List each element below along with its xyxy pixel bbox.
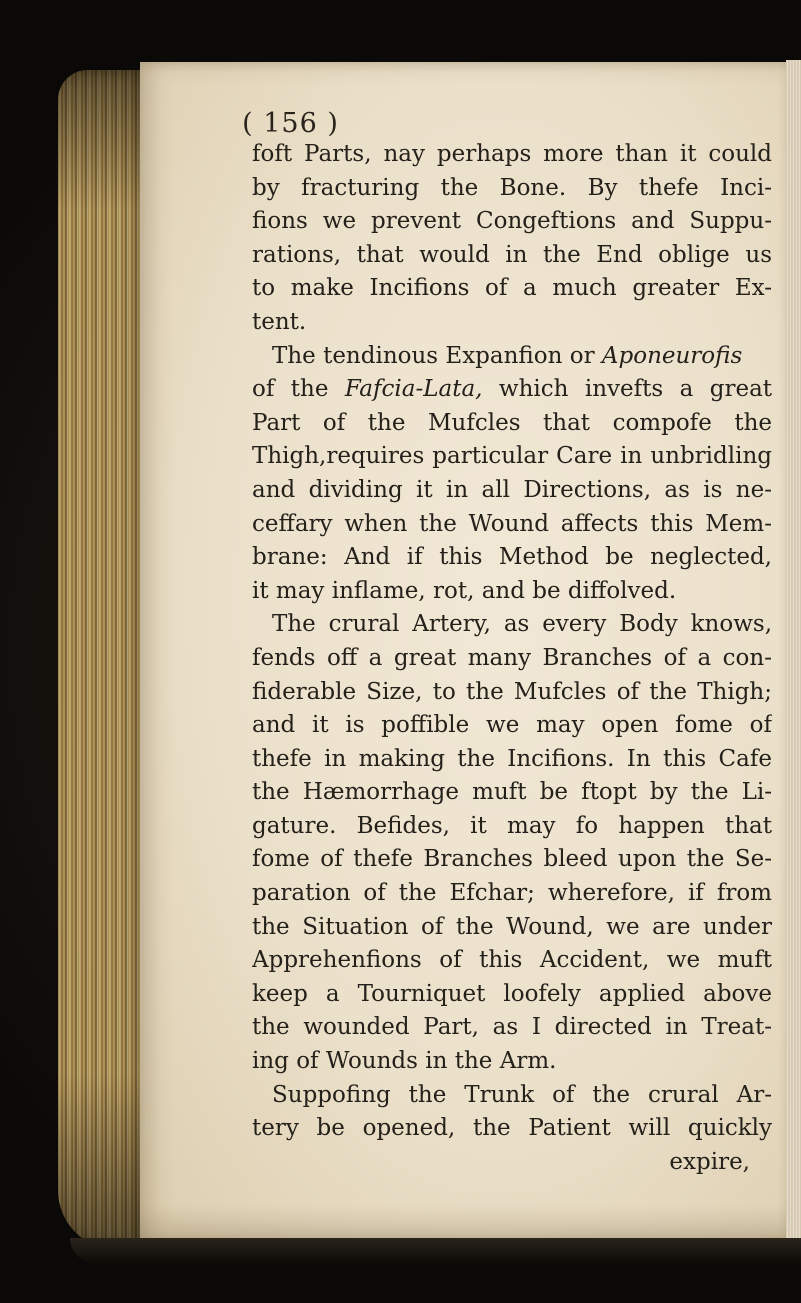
text-line: the Situation of the Wound, we are under <box>252 913 772 940</box>
text-line: tery be opened, the Patient will quickly <box>252 1115 772 1142</box>
text-line: Thigh,requires particular Care in unbridling <box>252 443 772 470</box>
text-line: ceffary when the Wound affects this Mem- <box>252 510 772 537</box>
text-line: fome of thefe Branches bleed upon the Se- <box>252 846 772 873</box>
page-number <box>0 108 801 139</box>
text-line: brane: And if this Method be neglected, <box>252 544 772 571</box>
page-number-text: ( 156 ) <box>242 108 339 139</box>
text-line: Suppofing the Trunk of the crural Ar- <box>272 1081 772 1108</box>
text-line: tent. <box>252 308 307 335</box>
text-line: by fracturing the Bone. By thefe Inci- <box>252 174 772 201</box>
text-line: rations, that would in the End oblige us <box>252 241 772 268</box>
text-fragment: The tendinous Expanfion or <box>272 342 595 369</box>
text-line: fiderable Size, to the Mufcles of the Thigh; <box>252 678 772 705</box>
text-line-mixed <box>252 340 772 374</box>
page-bottom-shadow <box>70 1238 801 1263</box>
italic-term-aponeurofis: Aponeurofis <box>601 342 743 369</box>
text-line: paration of the Efchar; wherefore, if from <box>252 880 772 907</box>
text-line: it may inflame, rot, and be diffolved. <box>252 577 677 604</box>
text-line: foft Parts, nay perhaps more than it could <box>252 141 772 167</box>
text-line: and dividing it in all Directions, as is ne- <box>252 476 772 503</box>
catchword: expire, <box>669 1148 750 1175</box>
italic-term-fafcia-lata: Fafcia-Lata, <box>344 376 483 403</box>
text-line: to make Incifions of a much greater Ex- <box>252 275 772 302</box>
text-line: and it is poffible we may open fome of <box>252 712 772 739</box>
text-line: gature. Befides, it may fo happen that <box>252 812 772 839</box>
text-line: Part of the Mufcles that compofe the <box>252 409 772 436</box>
gilt-edge-shadow <box>58 70 153 1250</box>
text-fragment: of the <box>252 376 329 403</box>
text-line: keep a Tourniquet loofely applied above <box>252 980 772 1007</box>
text-line: ing of Wounds in the Arm. <box>252 1048 557 1075</box>
body-text <box>252 138 772 1179</box>
page-right-edge <box>786 60 801 1250</box>
text-line: Apprehenfions of this Accident, we muft <box>252 947 772 974</box>
text-line: the wounded Part, as I directed in Treat- <box>252 1014 772 1041</box>
text-line: fends off a great many Branches of a con- <box>252 644 772 671</box>
text-line: The crural Artery, as every Body knows, <box>272 611 772 638</box>
text-line-mixed <box>252 373 772 407</box>
text-line: the Hæmorrhage muft be ftopt by the Li- <box>252 779 772 806</box>
text-line: fions we prevent Congeftions and Suppu- <box>252 208 772 235</box>
text-fragment: which invefts a great <box>498 376 772 403</box>
text-line: thefe in making the Incifions. In this Cafe <box>252 745 772 772</box>
